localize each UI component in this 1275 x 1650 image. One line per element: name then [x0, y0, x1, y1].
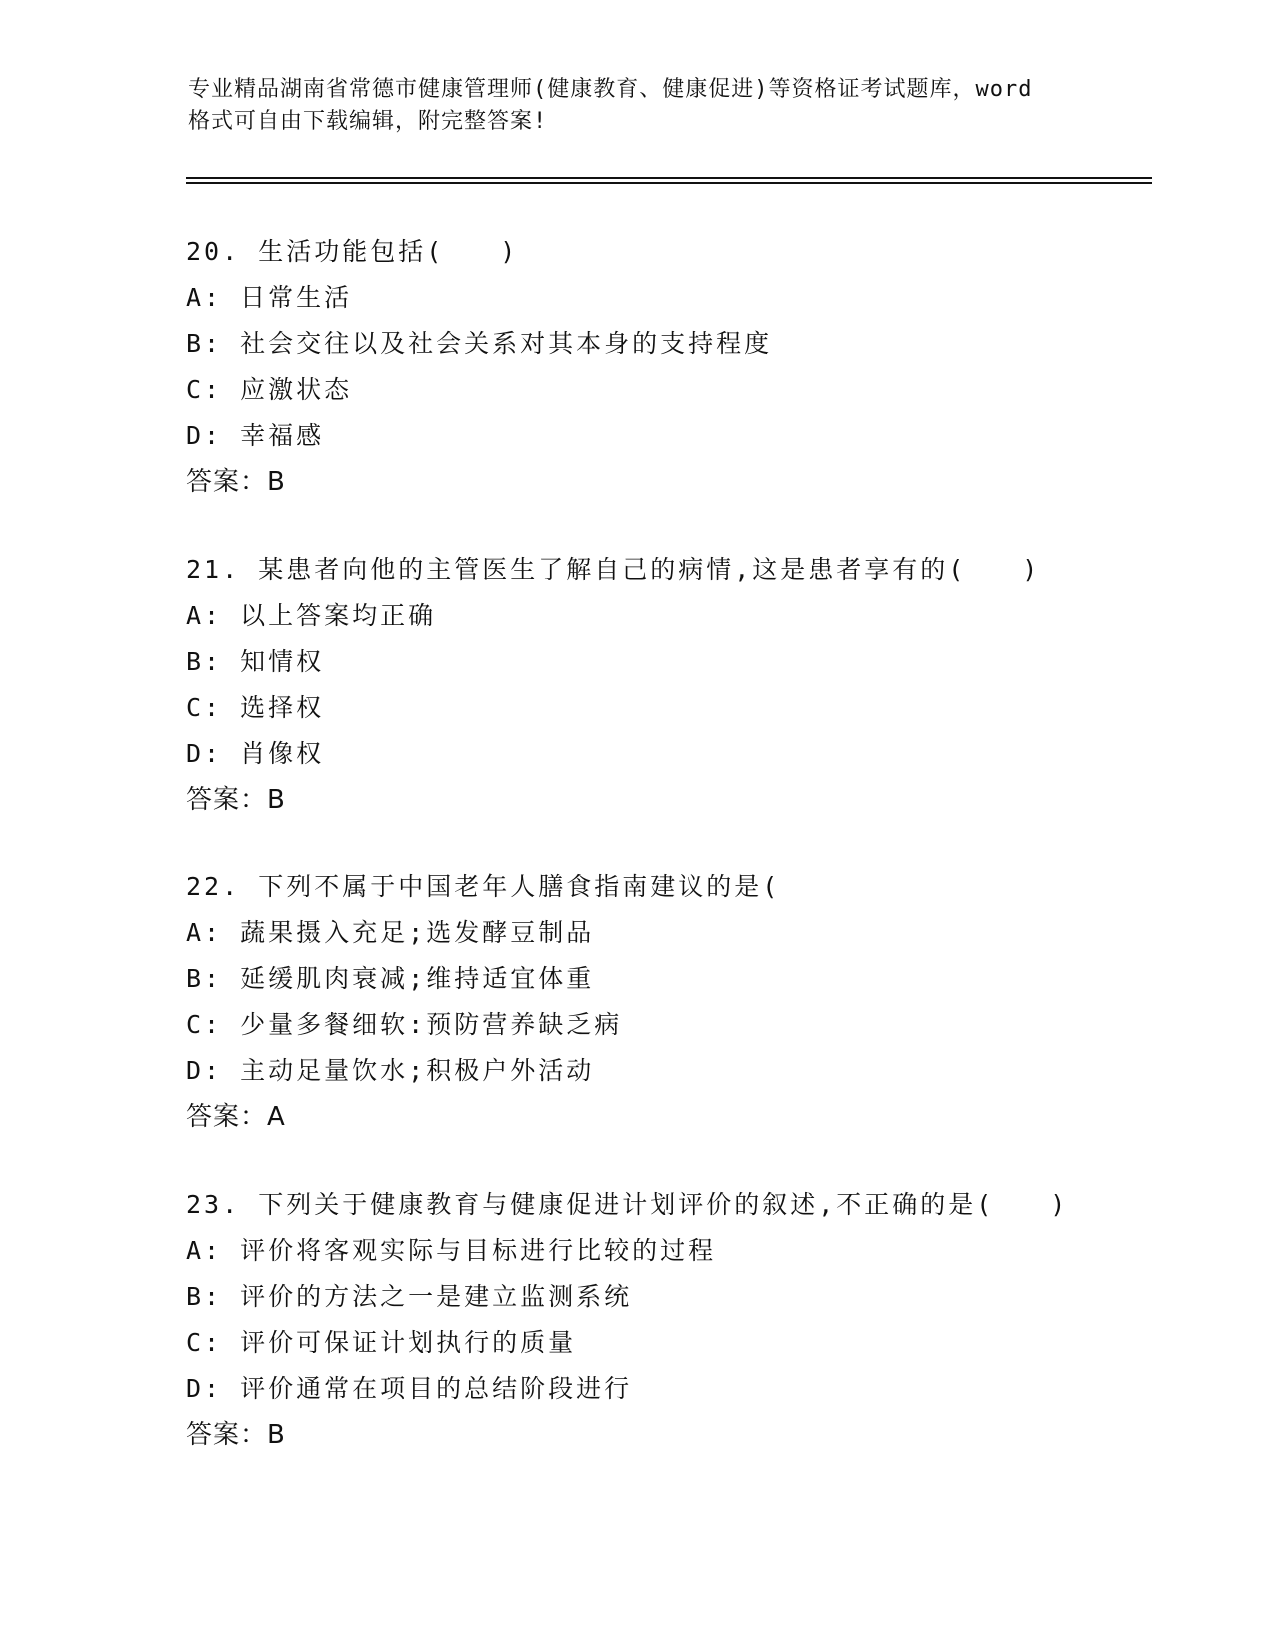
answer-label: 答案：A: [186, 1102, 286, 1132]
header-divider-bottom: [186, 182, 1152, 184]
question-stem: 20. 生活功能包括( ): [186, 237, 519, 266]
option-a: A: 日常生活: [186, 283, 353, 312]
answer-label: 答案：B: [186, 467, 286, 497]
question-block: [186, 864, 1186, 1140]
question-stem: 23. 下列关于健康教育与健康促进计划评价的叙述,不正确的是( ): [186, 1190, 1069, 1219]
option-b: B: 延缓肌肉衰减;维持适宜体重: [186, 964, 595, 993]
question-block: [186, 547, 1186, 823]
question-block: [186, 229, 1186, 505]
option-c: C: 少量多餐细软:预防营养缺乏病: [186, 1010, 623, 1039]
header-divider-top: [186, 177, 1152, 179]
option-c: C: 应激状态: [186, 375, 353, 404]
question-stem: 21. 某患者向他的主管医生了解自己的病情,这是患者享有的( ): [186, 555, 1041, 584]
option-a: A: 蔬果摄入充足;选发酵豆制品: [186, 918, 595, 947]
option-b: B: 知情权: [186, 647, 325, 676]
option-c: C: 选择权: [186, 693, 325, 722]
header-line-2: 格式可自由下载编辑，附完整答案!: [188, 109, 548, 134]
option-a: A: 评价将客观实际与目标进行比较的过程: [186, 1236, 717, 1265]
answer-label: 答案：B: [186, 785, 286, 815]
option-b: B: 评价的方法之一是建立监测系统: [186, 1282, 633, 1311]
option-d: D: 幸福感: [186, 421, 325, 450]
option-d: D: 评价通常在项目的总结阶段进行: [186, 1374, 633, 1403]
answer-label: 答案：B: [186, 1420, 286, 1450]
option-b: B: 社会交往以及社会关系对其本身的支持程度: [186, 329, 773, 358]
option-d: D: 肖像权: [186, 739, 325, 768]
option-a: A: 以上答案均正确: [186, 601, 437, 630]
option-d: D: 主动足量饮水;积极户外活动: [186, 1056, 595, 1085]
question-block: [186, 1182, 1186, 1458]
option-c: C: 评价可保证计划执行的质量: [186, 1328, 577, 1357]
document-header: [188, 74, 1088, 138]
header-line-1: 专业精品湖南省常德市健康管理师(健康教育、健康促进)等资格证考试题库，word: [188, 77, 1033, 102]
question-stem: 22. 下列不属于中国老年人膳食指南建议的是(: [186, 872, 781, 901]
